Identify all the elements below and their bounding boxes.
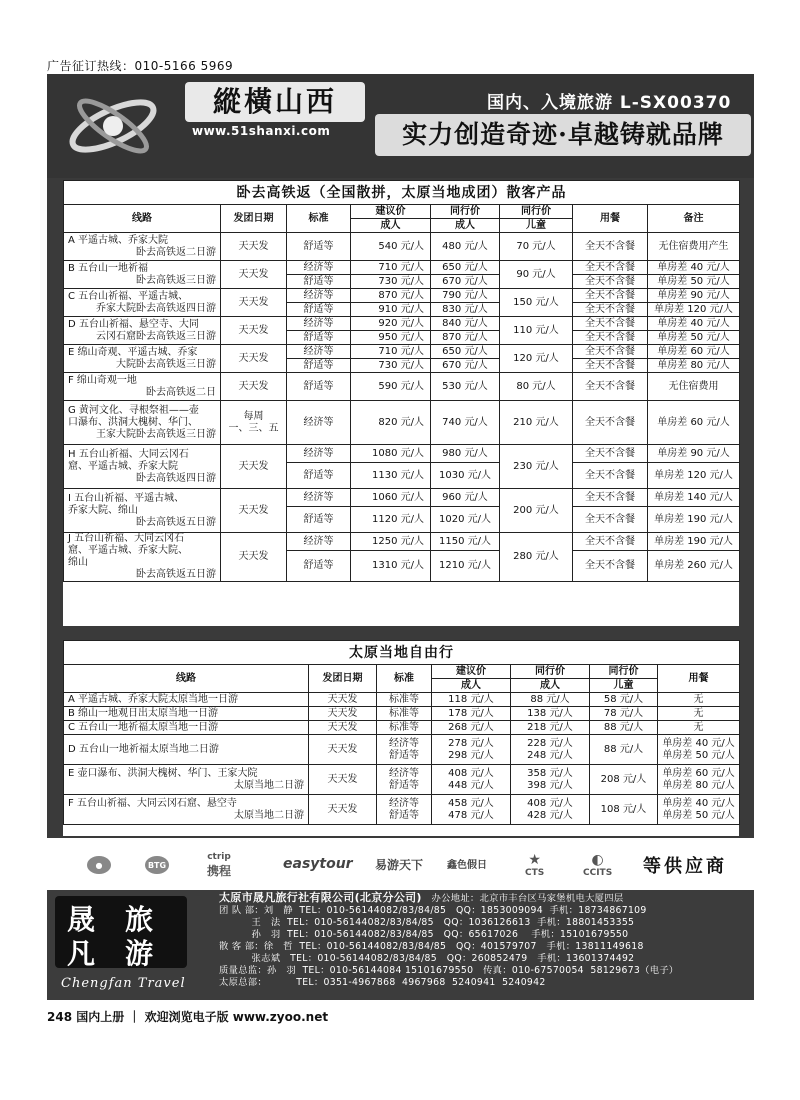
note-cell: 无住宿费用 bbox=[648, 373, 740, 401]
date-cell bbox=[221, 261, 287, 289]
standard-cell: 经济等 bbox=[287, 445, 351, 463]
peer-price-cell: 650 元/人 bbox=[431, 345, 500, 359]
meal-line: 单房差 50 元/人 bbox=[662, 809, 735, 821]
route-cell bbox=[64, 345, 221, 373]
standard-line: 舒适等 bbox=[389, 749, 419, 761]
suggest-price-cell: 730 元/人 bbox=[351, 359, 431, 373]
price-line: 458 元/人 bbox=[448, 797, 494, 809]
meal-line: 单房差 50 元/人 bbox=[662, 749, 735, 761]
header2-child: 儿童 bbox=[590, 679, 658, 693]
price-line: 278 元/人 bbox=[448, 737, 494, 749]
table2-title: 太原当地自由行 bbox=[64, 641, 740, 665]
note-cell: 单房差 140 元/人 bbox=[648, 489, 740, 507]
suggest-price-cell: 730 元/人 bbox=[351, 275, 431, 289]
date-cell bbox=[221, 533, 287, 582]
route-cell bbox=[64, 693, 309, 707]
route-cell bbox=[64, 317, 221, 345]
peer-price-cell: 138 元/人 bbox=[511, 707, 590, 721]
peer-price-cell: 980 元/人 bbox=[431, 445, 500, 463]
meal-cell: 全天不含餐 bbox=[573, 401, 648, 445]
date-cell bbox=[221, 345, 287, 373]
suggest-price-cell: 1130 元/人 bbox=[351, 463, 431, 489]
standard-cell bbox=[377, 795, 432, 825]
peer-price-cell: 650 元/人 bbox=[431, 261, 500, 275]
route-cell bbox=[64, 233, 221, 261]
date-line: 天天发 bbox=[238, 240, 269, 252]
note-cell: 单房差 60 元/人 bbox=[648, 345, 740, 359]
table-row bbox=[64, 401, 740, 445]
child-price-cell: 150 元/人 bbox=[500, 289, 573, 317]
price-line: 428 元/人 bbox=[527, 809, 573, 821]
table-row bbox=[64, 489, 740, 507]
note-cell: 无住宿费用产生 bbox=[648, 233, 740, 261]
standard-cell: 舒适等 bbox=[287, 373, 351, 401]
standard-line: 经济等 bbox=[389, 797, 419, 809]
chengfan-logo: 晟 旅 凡 游 bbox=[55, 896, 187, 968]
peer-price-cell: 1210 元/人 bbox=[431, 551, 500, 582]
route-cell bbox=[64, 289, 221, 317]
peer-price-cell: 790 元/人 bbox=[431, 289, 500, 303]
standard-cell: 经济等 bbox=[287, 261, 351, 275]
date-line: 天天发 bbox=[238, 324, 269, 336]
note-cell: 单房差 90 元/人 bbox=[648, 445, 740, 463]
price-line: 358 元/人 bbox=[527, 767, 573, 779]
peer-price-cell: 670 元/人 bbox=[431, 359, 500, 373]
meal-cell: 全天不含餐 bbox=[573, 345, 648, 359]
swirl-logo-icon bbox=[65, 80, 161, 172]
meal-cell: 无 bbox=[658, 707, 740, 721]
header2-adult: 成人 bbox=[432, 679, 511, 693]
note-cell: 单房差 120 元/人 bbox=[648, 463, 740, 489]
suggest-price-cell bbox=[432, 795, 511, 825]
xinse-logo: 鑫色假日 bbox=[447, 860, 487, 871]
suggest-price-cell: 710 元/人 bbox=[351, 261, 431, 275]
route-cell bbox=[64, 735, 309, 765]
route-line: 卧去高铁返三日游 bbox=[136, 274, 216, 286]
child-price-cell: 120 元/人 bbox=[500, 345, 573, 373]
peer-price-cell: 218 元/人 bbox=[511, 721, 590, 735]
standard-cell: 经济等 bbox=[287, 345, 351, 359]
child-price-cell: 80 元/人 bbox=[500, 373, 573, 401]
peer-price-cell: 88 元/人 bbox=[511, 693, 590, 707]
brand-logo-text: 縱橫山西 bbox=[185, 82, 365, 122]
date-line: 天天发 bbox=[238, 352, 269, 364]
easytour-logo: easytour bbox=[283, 856, 353, 872]
peer-price-cell bbox=[511, 795, 590, 825]
standard-cell: 经济等 bbox=[287, 533, 351, 551]
standard-cell: 舒适等 bbox=[287, 463, 351, 489]
meal-cell: 全天不含餐 bbox=[573, 261, 648, 275]
standard-cell: 经济等 bbox=[287, 317, 351, 331]
globe-logo-icon: ● bbox=[87, 850, 111, 880]
meal-line: 单房差 80 元/人 bbox=[662, 779, 735, 791]
table-row bbox=[64, 445, 740, 463]
btg-logo: BTG bbox=[145, 850, 169, 880]
child-price-cell: 78 元/人 bbox=[590, 707, 658, 721]
meal-cell: 全天不含餐 bbox=[573, 233, 648, 261]
suggest-price-cell bbox=[432, 765, 511, 795]
header2-standard: 标准 bbox=[377, 665, 432, 693]
route-line: A 平遥古城、乔家大院太原当地一日游 bbox=[68, 693, 239, 705]
meal-cell: 全天不含餐 bbox=[573, 275, 648, 289]
table1-title: 卧去高铁返（全国散拼，太原当地成团）散客产品 bbox=[64, 181, 740, 205]
peer-price-cell: 480 元/人 bbox=[431, 233, 500, 261]
standard-cell bbox=[377, 765, 432, 795]
header-standard: 标准 bbox=[287, 205, 351, 233]
route-line: 卧去高铁返五日游 bbox=[136, 569, 216, 580]
rail-products-panel bbox=[63, 180, 739, 626]
peer-price-cell: 1150 元/人 bbox=[431, 533, 500, 551]
header2-adult-peer: 成人 bbox=[511, 679, 590, 693]
note-cell: 单房差 190 元/人 bbox=[648, 507, 740, 533]
cts-logo: ★ CTS bbox=[525, 852, 545, 878]
standard-cell: 舒适等 bbox=[287, 331, 351, 345]
standard-line: 经济等 bbox=[389, 737, 419, 749]
standard-cell: 舒适等 bbox=[287, 275, 351, 289]
peer-price-cell: 830 元/人 bbox=[431, 303, 500, 317]
standard-cell: 经济等 bbox=[287, 401, 351, 445]
route-line: G 黄河文化、寻根祭祖——壶 bbox=[68, 404, 199, 416]
price-line: 398 元/人 bbox=[527, 779, 573, 791]
ad-hotline: 广告征订热线：010-5166 5969 bbox=[47, 59, 234, 73]
table-row bbox=[64, 289, 740, 303]
header2-date: 发团日期 bbox=[309, 665, 377, 693]
date-line: 天天发 bbox=[238, 380, 269, 392]
suggest-price-cell: 710 元/人 bbox=[351, 345, 431, 359]
standard-cell bbox=[377, 735, 432, 765]
standard-cell: 标准等 bbox=[377, 721, 432, 735]
route-line: E 绵山奇观、平遥古城、乔家 bbox=[68, 346, 198, 358]
header-adult-peer: 成人 bbox=[431, 219, 500, 233]
date-line: 天天发 bbox=[238, 460, 269, 472]
date-line: 每周 bbox=[243, 410, 264, 422]
date-line: 天天发 bbox=[238, 268, 269, 280]
meal-cell: 全天不含餐 bbox=[573, 331, 648, 345]
brand-url: www.51shanxi.com bbox=[192, 124, 331, 138]
route-line: 窟、平遥古城、乔家大院 bbox=[68, 460, 178, 472]
header-peer: 同行价 bbox=[431, 205, 500, 219]
route-line: F 五台山祈福、大同云冈石窟、悬空寺 bbox=[68, 797, 237, 809]
note-cell: 单房差 50 元/人 bbox=[648, 331, 740, 345]
header2-route: 线路 bbox=[64, 665, 309, 693]
note-cell: 单房差 40 元/人 bbox=[648, 317, 740, 331]
suggest-price-cell: 268 元/人 bbox=[432, 721, 511, 735]
date-cell bbox=[221, 401, 287, 445]
table-row bbox=[64, 261, 740, 275]
meal-cell: 全天不含餐 bbox=[573, 463, 648, 489]
note-cell: 单房差 260 元/人 bbox=[648, 551, 740, 582]
suggest-price-cell: 870 元/人 bbox=[351, 289, 431, 303]
table-row bbox=[64, 373, 740, 401]
route-line: 乔家大院、绵山 bbox=[68, 504, 138, 516]
suggest-price-cell: 910 元/人 bbox=[351, 303, 431, 317]
child-price-cell: 88 元/人 bbox=[590, 735, 658, 765]
standard-cell: 经济等 bbox=[287, 289, 351, 303]
header-date: 发团日期 bbox=[221, 205, 287, 233]
date-cell: 天天发 bbox=[309, 765, 377, 795]
price-line: 228 元/人 bbox=[527, 737, 573, 749]
route-line: B 五台山一地祈福 bbox=[68, 262, 149, 274]
suggest-price-cell: 1310 元/人 bbox=[351, 551, 431, 582]
route-cell bbox=[64, 765, 309, 795]
child-price-cell: 88 元/人 bbox=[590, 721, 658, 735]
note-cell: 单房差 190 元/人 bbox=[648, 533, 740, 551]
header-route: 线路 bbox=[64, 205, 221, 233]
company-line: 太原市晟凡旅行社有限公司(北京分公司) 办公地址：北京市丰台区马家堡机电大厦四层 bbox=[219, 891, 624, 904]
partner-logos bbox=[47, 838, 754, 890]
standard-line: 舒适等 bbox=[389, 809, 419, 821]
date-cell bbox=[221, 233, 287, 261]
note-cell: 单房差 90 元/人 bbox=[648, 289, 740, 303]
standard-cell: 标准等 bbox=[377, 693, 432, 707]
route-cell bbox=[64, 261, 221, 289]
date-cell bbox=[221, 289, 287, 317]
suggest-price-cell: 920 元/人 bbox=[351, 317, 431, 331]
child-price-cell: 208 元/人 bbox=[590, 765, 658, 795]
meal-cell: 全天不含餐 bbox=[573, 373, 648, 401]
child-price-cell: 90 元/人 bbox=[500, 261, 573, 289]
meal-cell: 无 bbox=[658, 693, 740, 707]
table-row bbox=[64, 693, 740, 707]
route-line: 太原当地二日游 bbox=[234, 779, 304, 791]
meal-cell: 全天不含餐 bbox=[573, 507, 648, 533]
meal-line: 单房差 60 元/人 bbox=[662, 767, 735, 779]
table-row bbox=[64, 317, 740, 331]
contact-line: 王 法 TEL：010-56144082/83/84/85 QQ：1036126613 手机：18801453355 bbox=[219, 917, 635, 928]
price-line: 448 元/人 bbox=[448, 779, 494, 791]
peer-price-cell: 530 元/人 bbox=[431, 373, 500, 401]
suggest-price-cell: 1120 元/人 bbox=[351, 507, 431, 533]
meal-cell: 全天不含餐 bbox=[573, 289, 648, 303]
table-row bbox=[64, 233, 740, 261]
table-row bbox=[64, 345, 740, 359]
peer-price-cell: 740 元/人 bbox=[431, 401, 500, 445]
price-line: 298 元/人 bbox=[448, 749, 494, 761]
meal-cell: 全天不含餐 bbox=[573, 445, 648, 463]
route-line: F 绵山奇观一地 bbox=[68, 374, 137, 386]
route-line: C 五台山一地祈福太原当地一日游 bbox=[68, 721, 219, 733]
note-cell: 单房差 40 元/人 bbox=[648, 261, 740, 275]
route-line: A 平遥古城、乔家大院 bbox=[68, 234, 169, 246]
route-line: 卧去高铁返二日游 bbox=[136, 246, 216, 258]
standard-cell: 舒适等 bbox=[287, 507, 351, 533]
table-row bbox=[64, 533, 740, 551]
route-line: 卧去高铁返四日游 bbox=[136, 472, 216, 484]
note-cell: 单房差 50 元/人 bbox=[648, 275, 740, 289]
date-cell: 天天发 bbox=[309, 795, 377, 825]
date-line: 一、三、五 bbox=[228, 422, 279, 434]
standard-cell: 标准等 bbox=[377, 707, 432, 721]
date-cell bbox=[221, 317, 287, 345]
route-cell bbox=[64, 401, 221, 445]
standard-cell: 经济等 bbox=[287, 489, 351, 507]
child-price-cell: 280 元/人 bbox=[500, 533, 573, 582]
header2-meal: 用餐 bbox=[658, 665, 740, 693]
meal-cell: 无 bbox=[658, 721, 740, 735]
route-line: 口瀑布、洪洞大槐树、华门、 bbox=[68, 416, 198, 428]
route-line: 卧去高铁返二日 bbox=[146, 386, 216, 398]
license-text: 国内、入境旅游 L-SX00370 bbox=[487, 93, 732, 113]
route-line: H 五台山祈福、大同云冈石 bbox=[68, 448, 189, 460]
header-adult: 成人 bbox=[351, 219, 431, 233]
meal-line: 单房差 40 元/人 bbox=[662, 797, 735, 809]
route-cell bbox=[64, 795, 309, 825]
date-cell: 天天发 bbox=[309, 707, 377, 721]
child-price-cell: 210 元/人 bbox=[500, 401, 573, 445]
route-line: I 五台山祈福、平遥古城、 bbox=[68, 492, 185, 504]
route-line: 乔家大院卧去高铁返四日游 bbox=[96, 302, 216, 314]
price-line: 248 元/人 bbox=[527, 749, 573, 761]
standard-cell: 舒适等 bbox=[287, 233, 351, 261]
route-line: 窟、平遥古城、乔家大院、 bbox=[68, 545, 188, 556]
route-line: J 五台山祈福、大同云冈石 bbox=[68, 533, 185, 544]
route-line: D 五台山祈福、悬空寺、大同 bbox=[68, 318, 199, 330]
contact-line: 张志斌 TEL：010-56144082/83/84/85 QQ：260852479 手机：13601374492 bbox=[219, 953, 635, 964]
note-cell: 单房差 80 元/人 bbox=[648, 359, 740, 373]
route-cell bbox=[64, 721, 309, 735]
route-line: 云冈石窟卧去高铁返三日游 bbox=[96, 330, 216, 342]
slogan: 实力创造奇迹·卓越铸就品牌 bbox=[375, 114, 751, 156]
meal-cell: 全天不含餐 bbox=[573, 359, 648, 373]
suggest-price-cell: 540 元/人 bbox=[351, 233, 431, 261]
suggest-price-cell: 1080 元/人 bbox=[351, 445, 431, 463]
table-row bbox=[64, 795, 740, 825]
header2-child-peer: 同行价 bbox=[590, 665, 658, 679]
peer-price-cell: 1020 元/人 bbox=[431, 507, 500, 533]
route-cell bbox=[64, 489, 221, 533]
note-cell: 单房差 60 元/人 bbox=[648, 401, 740, 445]
route-cell bbox=[64, 373, 221, 401]
meal-cell: 全天不含餐 bbox=[573, 551, 648, 582]
child-price-cell: 230 元/人 bbox=[500, 445, 573, 489]
child-price-cell: 58 元/人 bbox=[590, 693, 658, 707]
route-line: B 绵山一地观日出太原当地一日游 bbox=[68, 707, 219, 719]
suppliers-label: 等供应商 bbox=[643, 856, 727, 877]
local-tours-table bbox=[63, 640, 740, 825]
date-cell: 天天发 bbox=[309, 721, 377, 735]
price-line: 408 元/人 bbox=[527, 797, 573, 809]
standard-line: 舒适等 bbox=[389, 779, 419, 791]
date-cell: 天天发 bbox=[309, 735, 377, 765]
header2-peer: 同行价 bbox=[511, 665, 590, 679]
header2-suggest: 建议价 bbox=[432, 665, 511, 679]
child-price-cell: 200 元/人 bbox=[500, 489, 573, 533]
route-cell bbox=[64, 707, 309, 721]
standard-line: 经济等 bbox=[389, 767, 419, 779]
contact-line: 质量总监：孙 羽 TEL：010-56144084 15101679550 传真：010-67570054 58129673（电子） bbox=[219, 965, 679, 976]
meal-cell: 全天不含餐 bbox=[573, 303, 648, 317]
route-line: D 五台山一地祈福太原当地二日游 bbox=[68, 743, 219, 755]
route-line: 卧去高铁返五日游 bbox=[136, 516, 216, 528]
contact-line: 团 队 部：刘 静 TEL：010-56144082/83/84/85 QQ：1853009094 手机：18734867109 bbox=[219, 905, 647, 916]
header-child: 儿童 bbox=[500, 219, 573, 233]
table-row bbox=[64, 735, 740, 765]
table-row bbox=[64, 721, 740, 735]
date-cell bbox=[221, 373, 287, 401]
table-row bbox=[64, 707, 740, 721]
date-cell bbox=[221, 445, 287, 489]
peer-price-cell: 870 元/人 bbox=[431, 331, 500, 345]
date-cell bbox=[221, 489, 287, 533]
header-suggest: 建议价 bbox=[351, 205, 431, 219]
price-line: 478 元/人 bbox=[448, 809, 494, 821]
meal-cell: 全天不含餐 bbox=[573, 533, 648, 551]
note-cell: 单房差 120 元/人 bbox=[648, 303, 740, 317]
banner bbox=[47, 74, 754, 178]
standard-cell: 舒适等 bbox=[287, 359, 351, 373]
ctrip-logo: ctrip 携程 bbox=[207, 851, 232, 878]
brand-english: Chengfan Travel bbox=[61, 976, 186, 991]
contact-line: 散 客 部：徐 哲 TEL：010-56144082/83/84/85 QQ：401579707 手机：13811149618 bbox=[219, 941, 644, 952]
contact-line: 太原总部： TEL：0351-4967868 4967968 5240941 5240942 bbox=[219, 977, 546, 988]
table-row bbox=[64, 765, 740, 795]
company-footer bbox=[47, 890, 754, 1000]
contact-line: 孙 羽 TEL：010-56144082/83/84/85 QQ：65617026 手机：15101679550 bbox=[219, 929, 629, 940]
meal-cell: 全天不含餐 bbox=[573, 317, 648, 331]
route-line: E 壶口瀑布、洪洞大槐树、华门、王家大院 bbox=[68, 767, 258, 779]
header-note: 备注 bbox=[648, 205, 740, 233]
route-line: C 五台山祈福、平遥古城、 bbox=[68, 290, 189, 302]
meal-cell bbox=[658, 765, 740, 795]
suggest-price-cell bbox=[432, 735, 511, 765]
ccits-logo: ◐ CCITS bbox=[583, 852, 613, 878]
standard-cell: 舒适等 bbox=[287, 303, 351, 317]
meal-cell bbox=[658, 795, 740, 825]
page-footer-text: 248 国内上册 ｜ 欢迎浏览电子版 www.zyoo.net bbox=[47, 1010, 329, 1024]
suggest-price-cell: 950 元/人 bbox=[351, 331, 431, 345]
meal-cell bbox=[658, 735, 740, 765]
peer-price-cell: 840 元/人 bbox=[431, 317, 500, 331]
route-line: 王家大院卧去高铁返三日游 bbox=[96, 428, 216, 440]
suggest-price-cell: 590 元/人 bbox=[351, 373, 431, 401]
route-line: 太原当地二日游 bbox=[234, 809, 304, 821]
route-cell bbox=[64, 445, 221, 489]
suggest-price-cell: 820 元/人 bbox=[351, 401, 431, 445]
peer-price-cell: 960 元/人 bbox=[431, 489, 500, 507]
date-line: 天天发 bbox=[238, 551, 269, 562]
local-tours-panel bbox=[63, 640, 739, 836]
price-line: 408 元/人 bbox=[448, 767, 494, 779]
suggest-price-cell: 1250 元/人 bbox=[351, 533, 431, 551]
meal-cell: 全天不含餐 bbox=[573, 489, 648, 507]
rail-products-table bbox=[63, 180, 740, 582]
meal-line: 单房差 40 元/人 bbox=[662, 737, 735, 749]
peer-price-cell bbox=[511, 735, 590, 765]
contact-info bbox=[219, 892, 749, 989]
route-line: 绵山 bbox=[68, 557, 88, 568]
child-price-cell: 70 元/人 bbox=[500, 233, 573, 261]
suggest-price-cell: 178 元/人 bbox=[432, 707, 511, 721]
peer-price-cell: 670 元/人 bbox=[431, 275, 500, 289]
header-child-peer: 同行价 bbox=[500, 205, 573, 219]
standard-cell: 舒适等 bbox=[287, 551, 351, 582]
yiyou-logo: 易游天下 bbox=[375, 858, 424, 872]
route-cell bbox=[64, 533, 221, 582]
date-line: 天天发 bbox=[238, 296, 269, 308]
header-meal: 用餐 bbox=[573, 205, 648, 233]
suggest-price-cell: 1060 元/人 bbox=[351, 489, 431, 507]
suggest-price-cell: 118 元/人 bbox=[432, 693, 511, 707]
date-cell: 天天发 bbox=[309, 693, 377, 707]
date-line: 天天发 bbox=[238, 504, 269, 516]
route-line: 大院卧去高铁返三日游 bbox=[116, 358, 216, 370]
peer-price-cell bbox=[511, 765, 590, 795]
child-price-cell: 108 元/人 bbox=[590, 795, 658, 825]
peer-price-cell: 1030 元/人 bbox=[431, 463, 500, 489]
child-price-cell: 110 元/人 bbox=[500, 317, 573, 345]
